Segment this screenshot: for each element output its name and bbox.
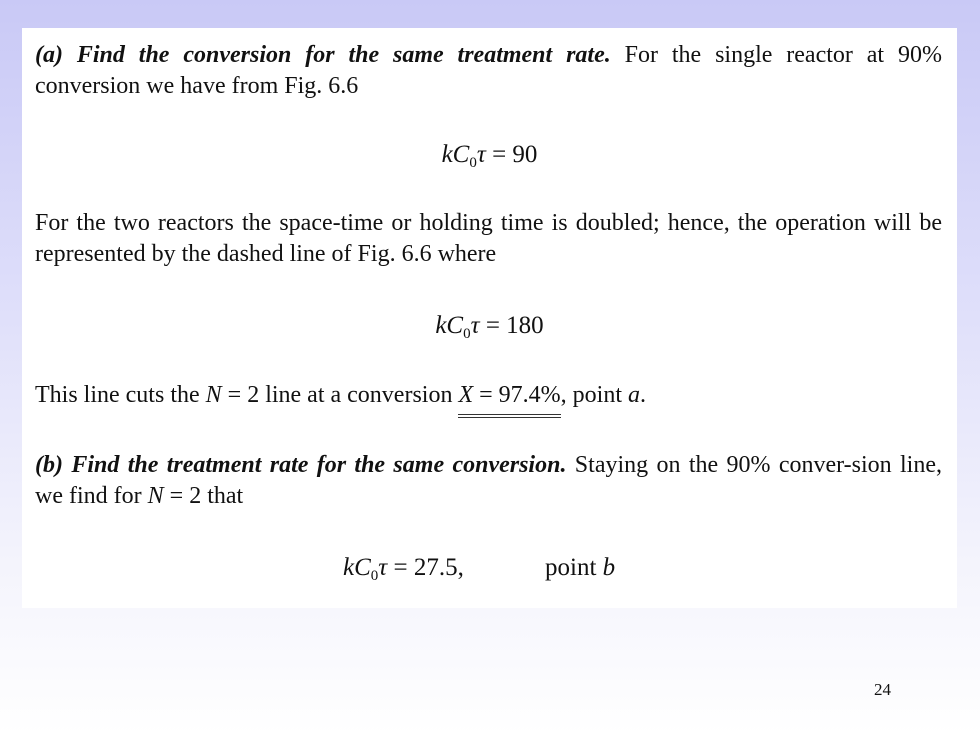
answer-conversion: [458, 380, 560, 415]
content-panel: [22, 28, 957, 608]
result-mid: = 2 line at a conversion: [221, 382, 459, 408]
part-b-intro-end: = 2 that: [163, 483, 244, 509]
eq2-kc: kC: [435, 312, 464, 339]
eq2-tau: τ: [470, 312, 480, 339]
part-b-intro-text: Staying on the 90% conver-sion line, we find for: [35, 452, 942, 509]
eq3-point-label: point: [545, 554, 603, 581]
result-end: .: [640, 382, 647, 408]
eq3-kc: kC: [343, 554, 371, 581]
page-number: 24: [874, 680, 891, 699]
eq2-rhs: = 180: [479, 312, 544, 339]
equation-3: [343, 553, 464, 583]
eq1-kc: kC: [441, 141, 470, 168]
result-post: , point: [560, 382, 629, 408]
result-n: N: [205, 382, 222, 408]
part-b-heading: (b) Find the treatment rate for the same conversion.: [35, 452, 567, 478]
eq1-rhs: = 90: [485, 141, 538, 168]
eq3-subscript: 0: [370, 568, 379, 584]
equation-1: [22, 140, 957, 170]
equation-3-point: [545, 553, 615, 583]
part-a-result: [35, 380, 942, 415]
part-a-two-reactors-text: For the two reactors the space-time or holding time is doubled; hence, the operation will be represented by the dashed line of Fig. 6.6 where: [35, 210, 942, 267]
eq3-tau: τ: [378, 554, 388, 581]
eq1-tau: τ: [476, 141, 486, 168]
answer-value: = 97.4%: [473, 382, 561, 408]
part-a-intro-text: For the single reactor at 90% conversion we have from Fig. 6.6: [35, 42, 942, 99]
eq1-subscript: 0: [469, 155, 477, 171]
equation-2: [22, 311, 957, 341]
answer-x: X: [458, 382, 474, 408]
part-b-n: N: [147, 483, 164, 509]
eq2-subscript: 0: [463, 326, 471, 342]
eq3-point-b: b: [602, 554, 616, 581]
result-point-a: a: [628, 382, 641, 408]
part-a-heading: (a) Find the conversion for the same treatment rate.: [35, 42, 611, 68]
eq3-rhs: = 27.5,: [387, 554, 464, 581]
result-pre: This line cuts the: [35, 382, 206, 408]
part-b-intro: [35, 450, 942, 512]
part-a-intro: [35, 40, 942, 102]
